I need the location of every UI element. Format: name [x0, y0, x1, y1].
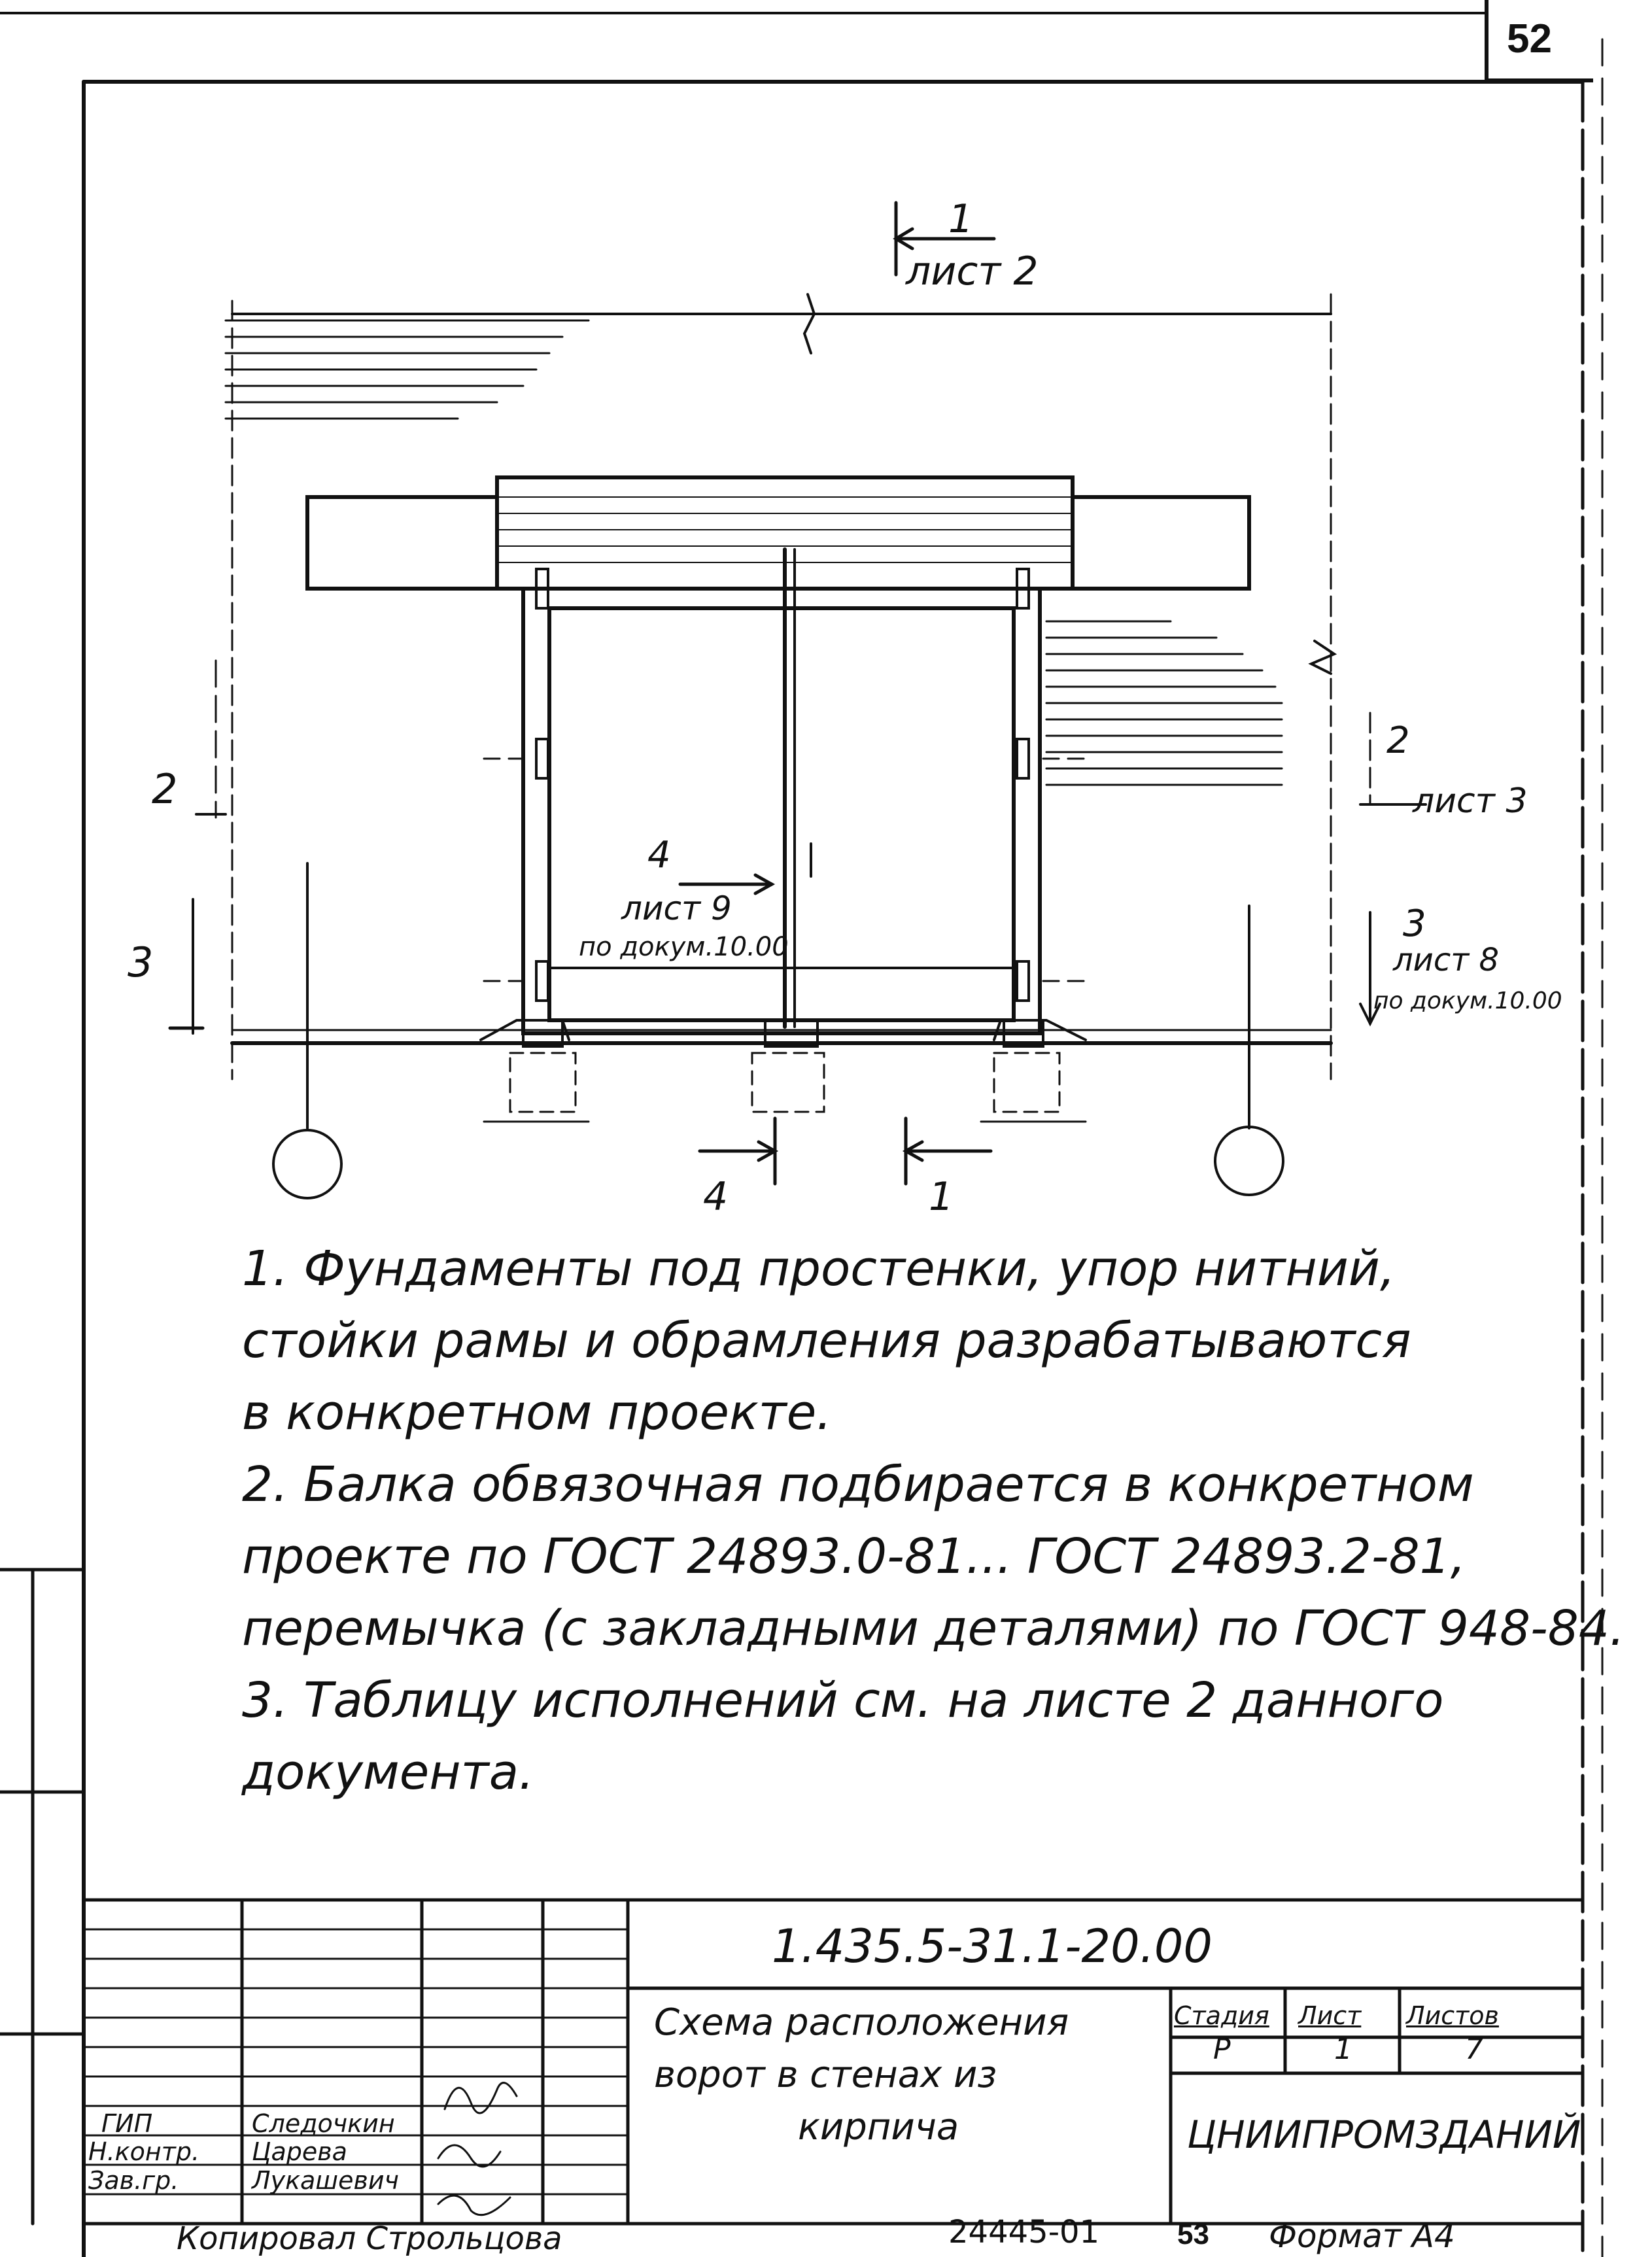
note-line: перемычка (с закладными деталями) по ГОСТ 948-84. [242, 1600, 1625, 1657]
grid-axis-right-bubble [1215, 1127, 1283, 1195]
note-line: документа. [242, 1744, 534, 1800]
role-label: ГИП [101, 2109, 153, 2138]
note-line: 2. Балка обвязочная подбирается в конкретном [242, 1456, 1474, 1513]
stage-value: Р [1213, 2033, 1231, 2066]
notes-block [242, 1233, 1625, 1808]
inventory-number: 24445-01 [948, 2214, 1100, 2250]
note-line: в конкретном проекте. [242, 1385, 832, 1441]
drawing-title-line1: Схема расположения [654, 2001, 1069, 2044]
role-label: Н.контр. [88, 2137, 200, 2166]
section-2-right-number: 2 [1386, 719, 1410, 762]
sheet-header: Лист [1298, 2001, 1362, 2030]
role-label: Зав.гр. [88, 2166, 179, 2195]
document-designation: 1.435.5-31.1-20.00 [772, 1920, 1213, 1973]
drawing-title-line2: ворот в стенах из [654, 2054, 997, 2096]
section-4-bottom-label: 4 [703, 1174, 729, 1220]
note-line: 1. Фундаменты под простенки, упор нитний, [242, 1241, 1396, 1297]
page-number: 53 [1177, 2218, 1209, 2250]
drawing-title-line3: кирпича [798, 2106, 959, 2148]
role-name: Следочкин [252, 2109, 395, 2138]
section-1-bottom-label: 1 [929, 1174, 954, 1220]
sheets-value: 7 [1465, 2033, 1483, 2066]
organization-name: ЦНИИПРОМЗДАНИЙ [1187, 2112, 1581, 2157]
section-3-right-number: 3 [1403, 903, 1426, 945]
copied-by: Копировал Строльцова [177, 2220, 562, 2257]
role-name: Царева [252, 2137, 347, 2166]
section-2-right-sheet: лист 3 [1413, 782, 1528, 821]
note-line: стойки рамы и обрамления разрабатываются [242, 1313, 1411, 1369]
section-1-top-sheet: лист 2 [906, 249, 1039, 294]
role-name: Лукашевич [252, 2166, 399, 2195]
grid-axis-left-bubble [273, 1130, 341, 1198]
section-2-left-label: 2 [152, 765, 178, 813]
note-line: проекте по ГОСТ 24893.0-81... ГОСТ 24893.2-81, [242, 1528, 1466, 1585]
section-3-right-doc: по докум.10.00 [1373, 988, 1562, 1014]
stage-header: Стадия [1174, 2001, 1269, 2030]
section-4-center-doc: по докум.10.00 [579, 932, 789, 962]
section-4-center-number: 4 [647, 834, 671, 876]
section-4-center-sheet: лист 9 [621, 889, 732, 927]
sheets-header: Листов [1406, 2001, 1499, 2030]
section-3-left-label: 3 [128, 939, 154, 986]
paper-format: Формат А4 [1269, 2217, 1455, 2255]
sheet-value: 1 [1334, 2033, 1352, 2066]
section-3-right-sheet: лист 8 [1393, 942, 1500, 978]
note-line: 3. Таблицу исполнений см. на листе 2 данного [242, 1672, 1444, 1729]
sheet-number: 52 [1507, 16, 1552, 61]
section-1-top-number: 1 [948, 196, 974, 242]
